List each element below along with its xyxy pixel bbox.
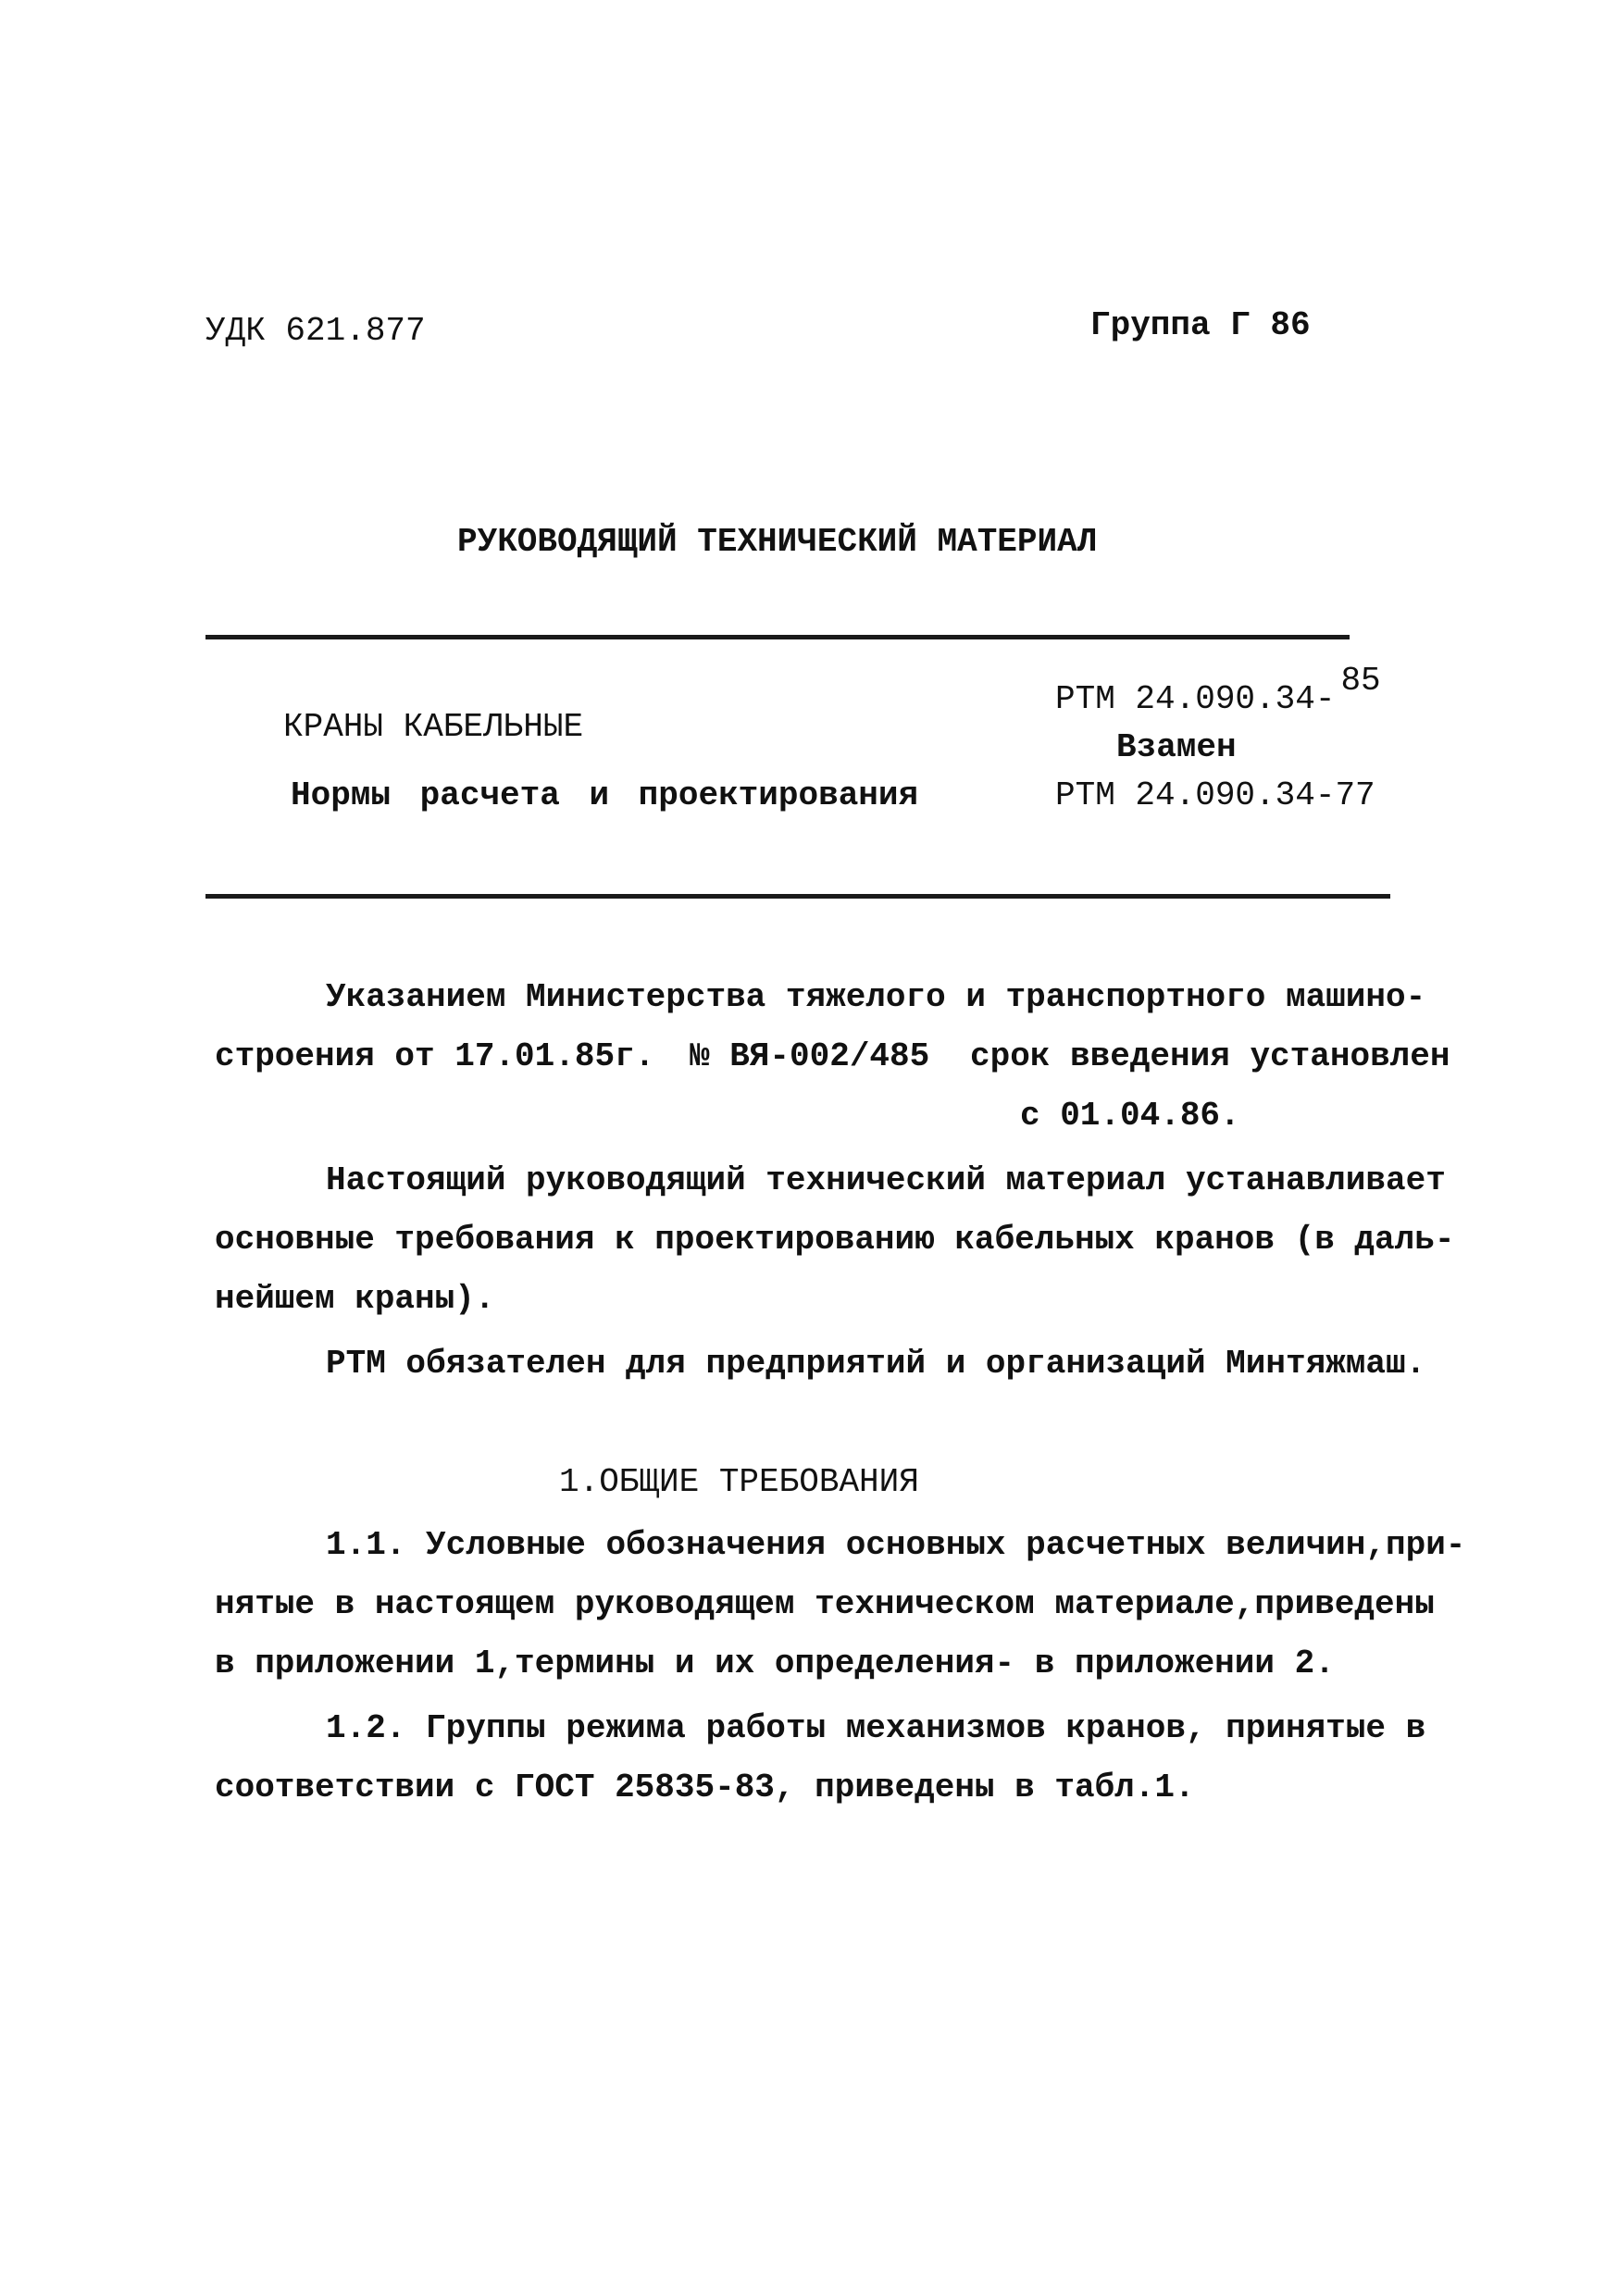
intro-line-2-mid: № ВЯ-002/485 <box>690 1037 930 1075</box>
subject-subtitle: Нормы расчета и проектирования <box>291 776 919 814</box>
group-code: Группа Г 86 <box>1090 306 1311 344</box>
clause-1-2-line-1: 1.2. Группы режима работы механизмов кранов, принятые в <box>326 1709 1426 1747</box>
clause-1-1-line-2: нятые в настоящем руководящем техническом материале,приведены <box>215 1585 1435 1623</box>
designation-year: 85 <box>1340 662 1381 700</box>
scope-line-2: основные требования к проектированию кабельных кранов (в даль- <box>215 1221 1455 1259</box>
scope-line-1: Настоящий руководящий технический материал устанавливает <box>326 1161 1446 1199</box>
designation-number-text: РТМ 24.090.34- <box>1055 680 1336 718</box>
udk-code: УДК 621.877 <box>205 312 426 350</box>
replaces-number: РТМ 24.090.34-77 <box>1055 776 1375 814</box>
designation-number <box>1055 662 1381 720</box>
clause-1-1-line-1: 1.1. Условные обозначения основных расчетных величин,при- <box>326 1526 1466 1564</box>
bottom-rule <box>205 894 1390 899</box>
doc-type-title: РУКОВОДЯЩИЙ ТЕХНИЧЕСКИЙ МАТЕРИАЛ <box>457 523 1098 561</box>
replaces-label: Взамен <box>1116 728 1237 766</box>
top-rule <box>205 635 1350 639</box>
intro-line-2-left: строения от 17.01.85г. <box>215 1037 655 1075</box>
clause-1-2-line-2: соответствии с ГОСТ 25835-83, приведены в табл.1. <box>215 1769 1195 1806</box>
scope-line-3: нейшем краны). <box>215 1280 495 1318</box>
intro-line-2-right: срок введения установлен <box>970 1037 1450 1075</box>
intro-line-3: с 01.04.86. <box>1020 1097 1240 1135</box>
subject-title: КРАНЫ КАБЕЛЬНЫЕ <box>283 708 584 746</box>
clause-1-1-line-3: в приложении 1,термины и их определения- в приложении 2. <box>215 1644 1335 1682</box>
section-heading: 1.ОБЩИЕ ТРЕБОВАНИЯ <box>559 1463 919 1501</box>
mandatory-notice: РТМ обязателен для предприятий и организаций Минтяжмаш. <box>326 1345 1426 1383</box>
intro-line-1: Указанием Министерства тяжелого и транспортного машино- <box>326 978 1426 1016</box>
